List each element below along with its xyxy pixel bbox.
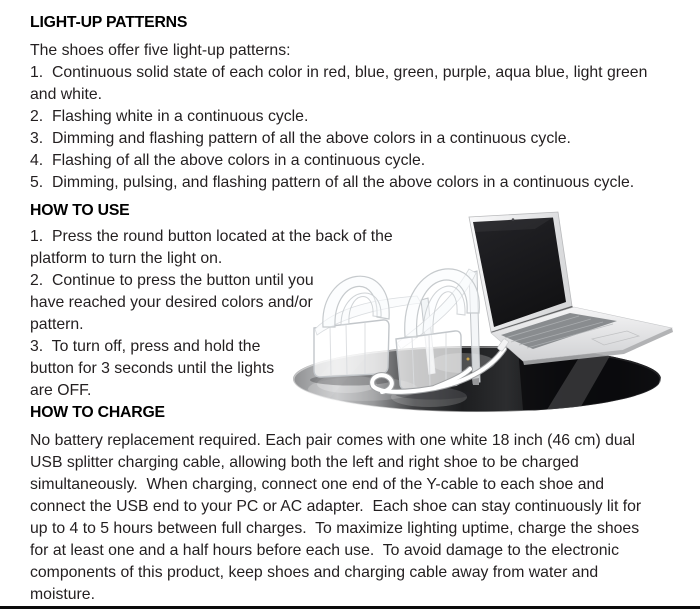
product-photo-illustration bbox=[283, 203, 697, 420]
pattern-item-4: 4. Flashing of all the above colors in a continuous cycle. bbox=[30, 152, 426, 169]
pattern-item-3: 3. Dimming and flashing pattern of all the above colors in a continuous cycle. bbox=[30, 130, 571, 147]
section-heading-how-to-charge: HOW TO CHARGE bbox=[30, 404, 165, 421]
bottom-rule bbox=[0, 606, 700, 609]
product-photo bbox=[283, 203, 697, 420]
section-heading-light-up-patterns: LIGHT-UP PATTERNS bbox=[30, 14, 188, 31]
charge-instructions: No battery replacement required. Each pair comes with one white 18 inch (46 cm) dual USB splitter charging cable, allowing both the left and right shoe to be charged simultaneously. When charging, connect one end of the Y-cable to each shoe and connect the USB end to your PC or AC adapter. Each shoe can stay continuously lit for up to 4 to 5 hours between full charges. To maximize lighting uptime, charge the shoes for at least one and a half hours before each use. To avoid damage to the electronic components of this product, keep shoes and charging cable away from water and moisture. bbox=[30, 432, 646, 603]
pattern-item-2: 2. Flashing white in a continuous cycle. bbox=[30, 108, 309, 125]
section-heading-how-to-use: HOW TO USE bbox=[30, 202, 130, 219]
pattern-item-1: 1. Continuous solid state of each color in red, blue, green, purple, aqua blue, light green and white. bbox=[30, 64, 652, 103]
patterns-intro: The shoes offer five light-up patterns: bbox=[30, 42, 291, 59]
webcam-icon bbox=[512, 218, 515, 221]
use-step-3: 3. To turn off, press and hold the button for 3 seconds until the lights are OFF. bbox=[30, 338, 279, 399]
use-step-2: 2. Continue to press the button until you have reached your desired colors and/or pattern. bbox=[30, 272, 319, 333]
laptop bbox=[469, 212, 673, 365]
pattern-item-5: 5. Dimming, pulsing, and flashing pattern of all the above colors in a continuous cycle. bbox=[30, 174, 635, 191]
use-step-1: 1. Press the round button located at the back of the platform to turn the light on. bbox=[30, 228, 398, 267]
